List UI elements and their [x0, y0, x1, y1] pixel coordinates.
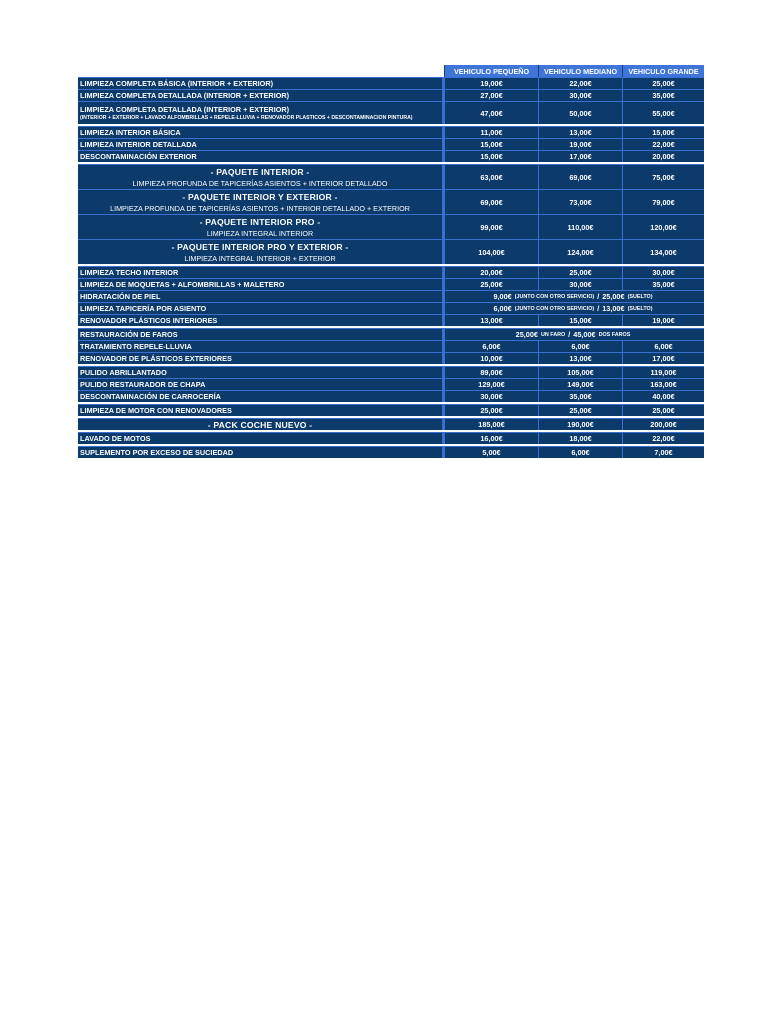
- table-row: [78, 165, 704, 190]
- service-label: LIMPIEZA TECHO INTERIOR: [78, 267, 444, 278]
- header-spacer: [78, 65, 444, 77]
- group-upholstery: [78, 266, 704, 326]
- table-row: [78, 303, 704, 315]
- price-small: 20,00€: [444, 267, 538, 278]
- service-label: LIMPIEZA COMPLETA DETALLADA (INTERIOR + EXTERIOR): [78, 90, 444, 101]
- price-medium: 19,00€: [538, 139, 622, 150]
- table-row: [78, 379, 704, 391]
- price-large: 163,00€: [622, 379, 704, 390]
- price-one-headlight: 25,00€: [515, 330, 538, 339]
- package-label: [78, 240, 444, 264]
- group-exterior-treatments: [78, 328, 704, 364]
- table-row: [78, 447, 704, 458]
- service-label: LIMPIEZA DE MOTOR CON RENOVADORES: [78, 405, 444, 416]
- table-row: [78, 240, 704, 264]
- price-combined: 6,00€: [493, 304, 512, 313]
- service-detail: (INTERIOR + EXTERIOR + LAVADO ALFOMBRILLAS + REPELE-LLUVIA + RENOVADOR PLASTICOS + DESCONTAMINACION PINTURA): [80, 115, 413, 121]
- service-label-block: [78, 102, 444, 124]
- service-label: RENOVADOR PLÁSTICOS INTERIORES: [78, 315, 444, 326]
- price-small: 19,00€: [444, 78, 538, 89]
- price-large: 120,00€: [622, 215, 704, 239]
- price-large: 20,00€: [622, 151, 704, 162]
- price-large: 79,00€: [622, 190, 704, 214]
- price-large: 15,00€: [622, 127, 704, 138]
- price-large: 55,00€: [622, 102, 704, 124]
- price-medium: 73,00€: [538, 190, 622, 214]
- price-large: 35,00€: [622, 90, 704, 101]
- service-label: SUPLEMENTO POR EXCESO DE SUCIEDAD: [78, 447, 444, 458]
- price-small: 15,00€: [444, 151, 538, 162]
- service-label: DESCONTAMINACIÓN DE CARROCERÍA: [78, 391, 444, 402]
- service-label: PULIDO RESTAURADOR DE CHAPA: [78, 379, 444, 390]
- group-polishing: [78, 366, 704, 402]
- group-motorbike: [78, 432, 704, 444]
- price-small: 89,00€: [444, 367, 538, 378]
- package-label: [78, 215, 444, 239]
- price-large: 200,00€: [622, 419, 704, 430]
- price-medium: 124,00€: [538, 240, 622, 264]
- table-row: [78, 267, 704, 279]
- service-label: RESTAURACIÓN DE FAROS: [78, 329, 444, 340]
- price-large: 17,00€: [622, 353, 704, 364]
- service-label: RENOVADOR DE PLÁSTICOS EXTERIORES: [78, 353, 444, 364]
- price-small: 6,00€: [444, 341, 538, 352]
- package-detail: LIMPIEZA PROFUNDA DE TAPICERÍAS ASIENTOS + INTERIOR DETALLADO + EXTERIOR: [110, 203, 410, 213]
- price-large: 19,00€: [622, 315, 704, 326]
- price-merged: [444, 303, 704, 314]
- service-label: LAVADO DE MOTOS: [78, 433, 444, 444]
- package-label: [78, 190, 444, 214]
- table-row: [78, 391, 704, 402]
- price-small: 30,00€: [444, 391, 538, 402]
- table-row: [78, 315, 704, 326]
- price-large: 119,00€: [622, 367, 704, 378]
- price-small: 13,00€: [444, 315, 538, 326]
- service-label: LIMPIEZA INTERIOR DETALLADA: [78, 139, 444, 150]
- price-separator: /: [568, 330, 571, 339]
- table-row: [78, 127, 704, 139]
- price-small: 25,00€: [444, 279, 538, 290]
- price-small: 99,00€: [444, 215, 538, 239]
- price-large: 25,00€: [622, 405, 704, 416]
- price-small: 185,00€: [444, 419, 538, 430]
- table-row: [78, 341, 704, 353]
- price-note: UN FARO: [540, 331, 566, 338]
- package-title: - PAQUETE INTERIOR PRO -: [199, 216, 321, 227]
- service-label: LIMPIEZA COMPLETA DETALLADA (INTERIOR + EXTERIOR): [80, 105, 290, 114]
- price-small: 63,00€: [444, 165, 538, 189]
- price-small: 47,00€: [444, 102, 538, 124]
- price-large: 6,00€: [622, 341, 704, 352]
- price-large: 7,00€: [622, 447, 704, 458]
- group-packages: [78, 164, 704, 264]
- table-row: [78, 291, 704, 303]
- price-medium: 35,00€: [538, 391, 622, 402]
- table-row: [78, 329, 704, 341]
- service-label: LIMPIEZA INTERIOR BÁSICA: [78, 127, 444, 138]
- service-label: TRATAMIENTO REPELE-LLUVIA: [78, 341, 444, 352]
- price-medium: 149,00€: [538, 379, 622, 390]
- col-medium-vehicle: VEHICULO MEDIANO: [538, 65, 622, 77]
- table-row: [78, 78, 704, 90]
- price-small: 5,00€: [444, 447, 538, 458]
- package-title: - PAQUETE INTERIOR Y EXTERIOR -: [182, 191, 338, 202]
- price-medium: 30,00€: [538, 279, 622, 290]
- price-note: (SUELTO): [627, 305, 653, 312]
- price-merged: [444, 291, 704, 302]
- group-complete-cleaning: [78, 77, 704, 124]
- service-label: LIMPIEZA TAPICERÍA POR ASIENTO: [78, 303, 444, 314]
- price-large: 75,00€: [622, 165, 704, 189]
- group-new-car-pack: [78, 418, 704, 430]
- price-medium: 110,00€: [538, 215, 622, 239]
- price-large: 25,00€: [622, 78, 704, 89]
- price-note: (JUNTO CON OTRO SERVICIO): [514, 293, 595, 300]
- table-row: [78, 367, 704, 379]
- table-row: [78, 215, 704, 240]
- col-large-vehicle: VEHICULO GRANDE: [622, 65, 704, 77]
- price-medium: 30,00€: [538, 90, 622, 101]
- group-engine: [78, 404, 704, 416]
- package-label: [78, 165, 444, 189]
- price-medium: 13,00€: [538, 127, 622, 138]
- package-title: - PACK COCHE NUEVO -: [207, 419, 313, 430]
- price-separator: /: [597, 304, 600, 313]
- package-detail: LIMPIEZA INTEGRAL INTERIOR: [206, 228, 314, 238]
- package-title: - PAQUETE INTERIOR -: [210, 166, 310, 177]
- price-small: 16,00€: [444, 433, 538, 444]
- service-label: PULIDO ABRILLANTADO: [78, 367, 444, 378]
- table-header: [78, 65, 704, 77]
- price-medium: 69,00€: [538, 165, 622, 189]
- price-small: 27,00€: [444, 90, 538, 101]
- table-row: [78, 419, 704, 430]
- price-small: 129,00€: [444, 379, 538, 390]
- service-label: HIDRATACIÓN DE PIEL: [78, 291, 444, 302]
- package-detail: LIMPIEZA PROFUNDA DE TAPICERÍAS ASIENTOS + INTERIOR DETALLADO: [132, 178, 388, 188]
- price-note: (JUNTO CON OTRO SERVICIO): [514, 305, 595, 312]
- price-medium: 25,00€: [538, 267, 622, 278]
- price-medium: 13,00€: [538, 353, 622, 364]
- price-large: 30,00€: [622, 267, 704, 278]
- price-standalone: 25,00€: [602, 292, 625, 301]
- table-row: [78, 353, 704, 364]
- table-row: [78, 279, 704, 291]
- service-label: LIMPIEZA DE MOQUETAS + ALFOMBRILLAS + MALETERO: [78, 279, 444, 290]
- price-large: 22,00€: [622, 139, 704, 150]
- price-small: 10,00€: [444, 353, 538, 364]
- table-row: [78, 90, 704, 102]
- col-small-vehicle: VEHICULO PEQUEÑO: [444, 65, 538, 77]
- price-small: 69,00€: [444, 190, 538, 214]
- group-interior: [78, 126, 704, 162]
- price-medium: 25,00€: [538, 405, 622, 416]
- table-row: [78, 139, 704, 151]
- price-small: 25,00€: [444, 405, 538, 416]
- price-medium: 22,00€: [538, 78, 622, 89]
- price-note: DOS FAROS: [598, 331, 631, 338]
- price-medium: 6,00€: [538, 447, 622, 458]
- price-note: (SUELTO): [627, 293, 653, 300]
- price-small: 15,00€: [444, 139, 538, 150]
- price-table: [78, 65, 704, 458]
- price-merged: [444, 329, 704, 340]
- price-small: 11,00€: [444, 127, 538, 138]
- service-label: DESCONTAMINACIÓN EXTERIOR: [78, 151, 444, 162]
- table-row: [78, 190, 704, 215]
- table-row: [78, 433, 704, 444]
- price-two-headlights: 45,00€: [573, 330, 596, 339]
- price-medium: 190,00€: [538, 419, 622, 430]
- price-standalone: 13,00€: [602, 304, 625, 313]
- price-large: 40,00€: [622, 391, 704, 402]
- price-medium: 18,00€: [538, 433, 622, 444]
- price-combined: 9,00€: [493, 292, 512, 301]
- price-medium: 15,00€: [538, 315, 622, 326]
- group-surcharge: [78, 446, 704, 458]
- table-row: [78, 102, 704, 124]
- service-label: LIMPIEZA COMPLETA BÁSICA (INTERIOR + EXTERIOR): [78, 78, 444, 89]
- price-small: 104,00€: [444, 240, 538, 264]
- table-row: [78, 405, 704, 416]
- table-row: [78, 151, 704, 162]
- package-detail: LIMPIEZA INTEGRAL INTERIOR + EXTERIOR: [184, 253, 336, 263]
- price-large: 22,00€: [622, 433, 704, 444]
- price-medium: 6,00€: [538, 341, 622, 352]
- package-title: - PAQUETE INTERIOR PRO Y EXTERIOR -: [171, 241, 349, 252]
- price-medium: 17,00€: [538, 151, 622, 162]
- price-large: 134,00€: [622, 240, 704, 264]
- price-separator: /: [597, 292, 600, 301]
- price-medium: 105,00€: [538, 367, 622, 378]
- package-label: [78, 419, 444, 430]
- price-large: 35,00€: [622, 279, 704, 290]
- price-medium: 50,00€: [538, 102, 622, 124]
